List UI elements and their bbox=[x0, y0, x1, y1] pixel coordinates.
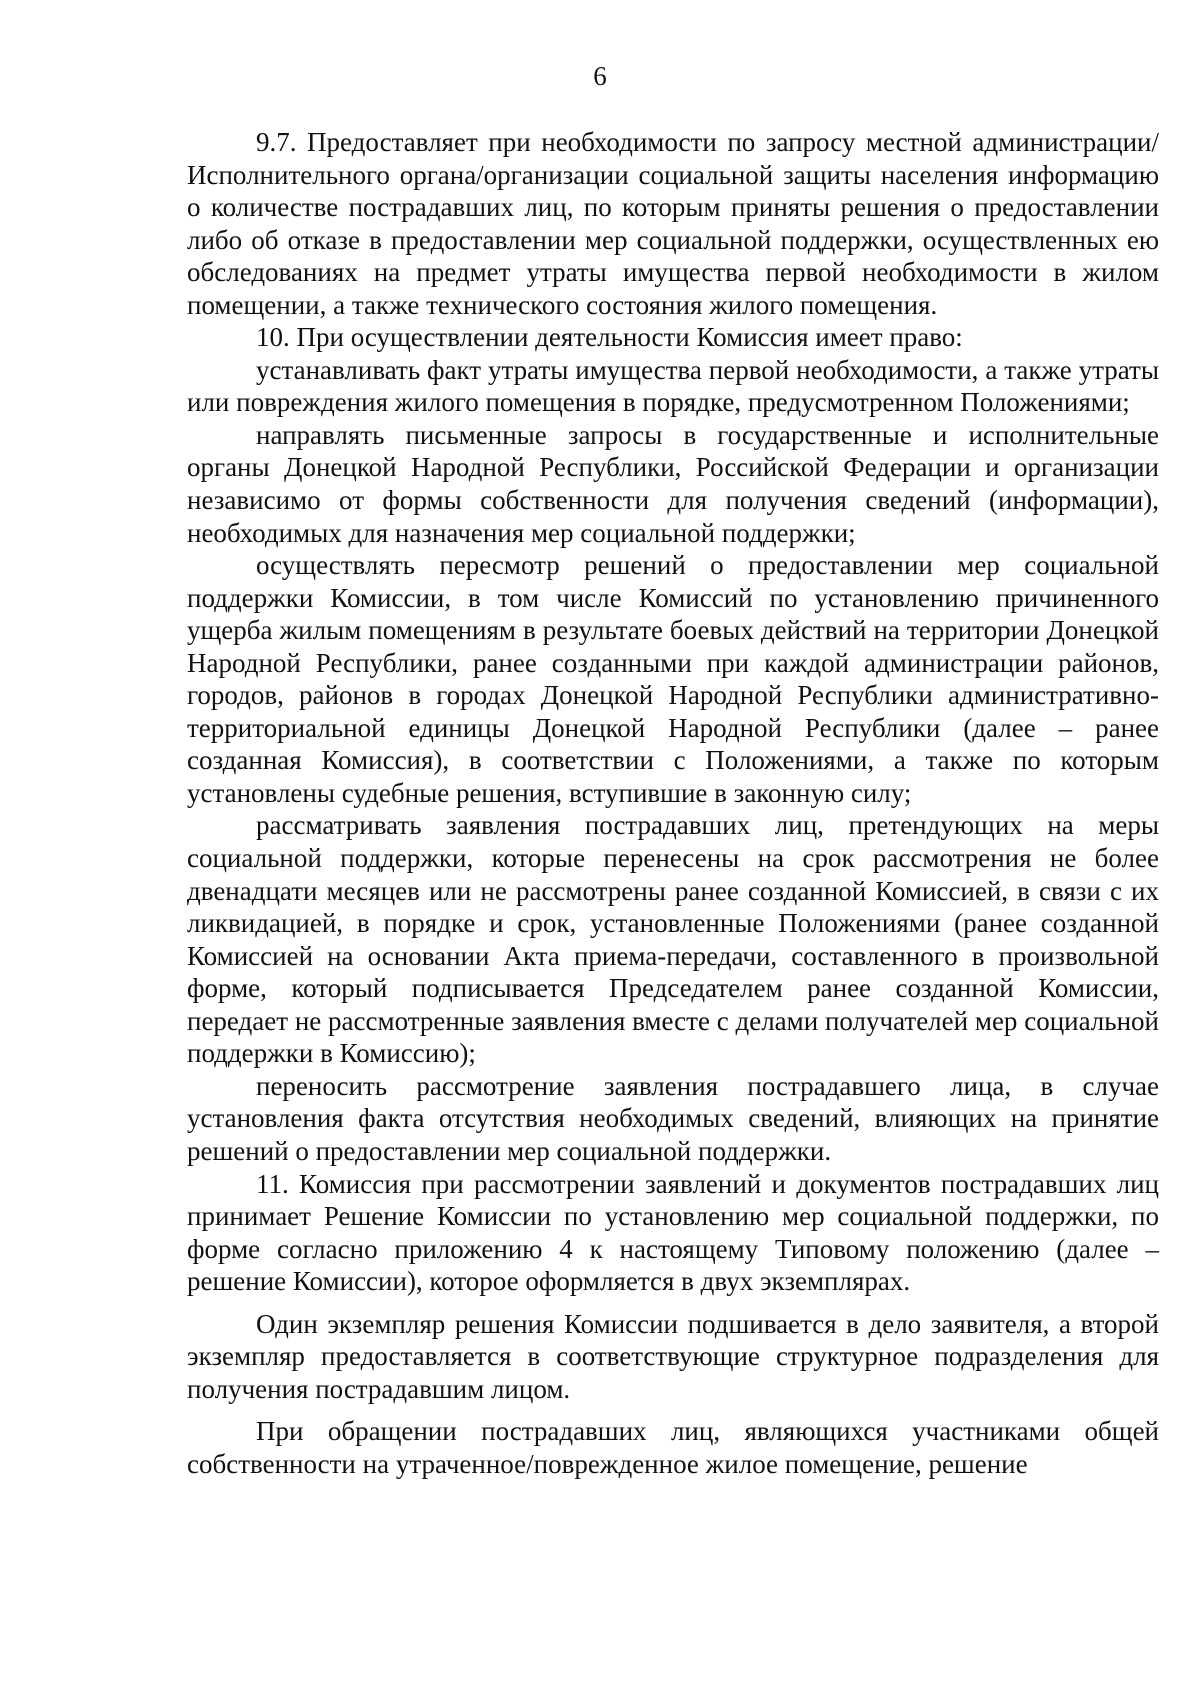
paragraph-right-establish-loss: устанавливать факт утраты имущества первой необходимости, а также утраты или повреждения жилого помещения в порядке, предусмотренном Положениями; bbox=[187, 354, 1159, 418]
paragraph-right-consider-applications: рассматривать заявления пострадавших лиц, претендующих на меры социальной поддержки, которые перенесены на срок рассмотрения не более двенадцати месяцев или не рассмотрены ранее созданной Комиссией, в связи с их ликвидацией, в порядке и срок, установленные Положениями (ранее созданной Комиссией на основании Акта приема-передачи, составленного в произвольной форме, который подписывается Председателем ранее созданной Комиссии, передает не рассмотренные заявления вместе с делами получателей мер социальной поддержки в Комиссию); bbox=[187, 810, 1159, 1069]
paragraph-joint-ownership: При обращении пострадавших лиц, являющихся участниками общей собственности на утраченное/поврежденное жилое помещение, решение bbox=[187, 1416, 1159, 1479]
paragraph-decision-copies: Один экземпляр решения Комиссии подшивается в дело заявителя, а второй экземпляр предоставляется в соответствующие структурное подразделения для получения пострадавшим лицом. bbox=[187, 1308, 1159, 1404]
paragraph-right-send-requests: направлять письменные запросы в государственные и исполнительные органы Донецкой Народной Республики, Российской Федерации и организации независимо от формы собственности для получения сведений (информации), необходимых для назначения мер социальной поддержки; bbox=[187, 419, 1159, 548]
document-body bbox=[187, 126, 1159, 1480]
paragraph-10: 10. При осуществлении деятельности Комиссия имеет право: bbox=[256, 322, 963, 353]
paragraph-11: 11. Комиссия при рассмотрении заявлений и документов пострадавших лиц принимает Решение Комиссии по установлению мер социальной поддержки, по форме согласно приложению 4 к настоящему Типовому положению (далее – решение Комиссии), которое оформляется в двух экземплярах. bbox=[187, 1168, 1159, 1297]
paragraph-right-review-decisions: осуществлять пересмотр решений о предоставлении мер социальной поддержки Комиссии, в том числе Комиссий по установлению причиненного ущерба жилым помещениям в результате боевых действий на территории Донецкой Народной Республики, ранее созданными при каждой администрации районов, городов, районов в городах Донецкой Народной Республики административно-территориальной единицы Донецкой Народной Республики (далее – ранее созданная Комиссия), в соответствии с Положениями, а также по которым установлены судебные решения, вступившие в законную силу; bbox=[187, 550, 1159, 808]
paragraph-right-postpone-review: переносить рассмотрение заявления пострадавшего лица, в случае установления факта отсутствия необходимых сведений, влияющих на принятие решений о предоставлении мер социальной поддержки. bbox=[187, 1070, 1159, 1166]
paragraph-9-7: 9.7. Предоставляет при необходимости по запросу местной администрации/Исполнительного органа/организации социальной защиты населения информацию о количестве пострадавших лиц, по которым приняты решения о предоставлении либо об отказе в предоставлении мер социальной поддержки, осуществленных ею обследованиях на предмет утраты имущества первой необходимости в жилом помещении, а также технического состояния жилого помещения. bbox=[187, 127, 1159, 320]
page-number: 6 bbox=[593, 61, 607, 91]
